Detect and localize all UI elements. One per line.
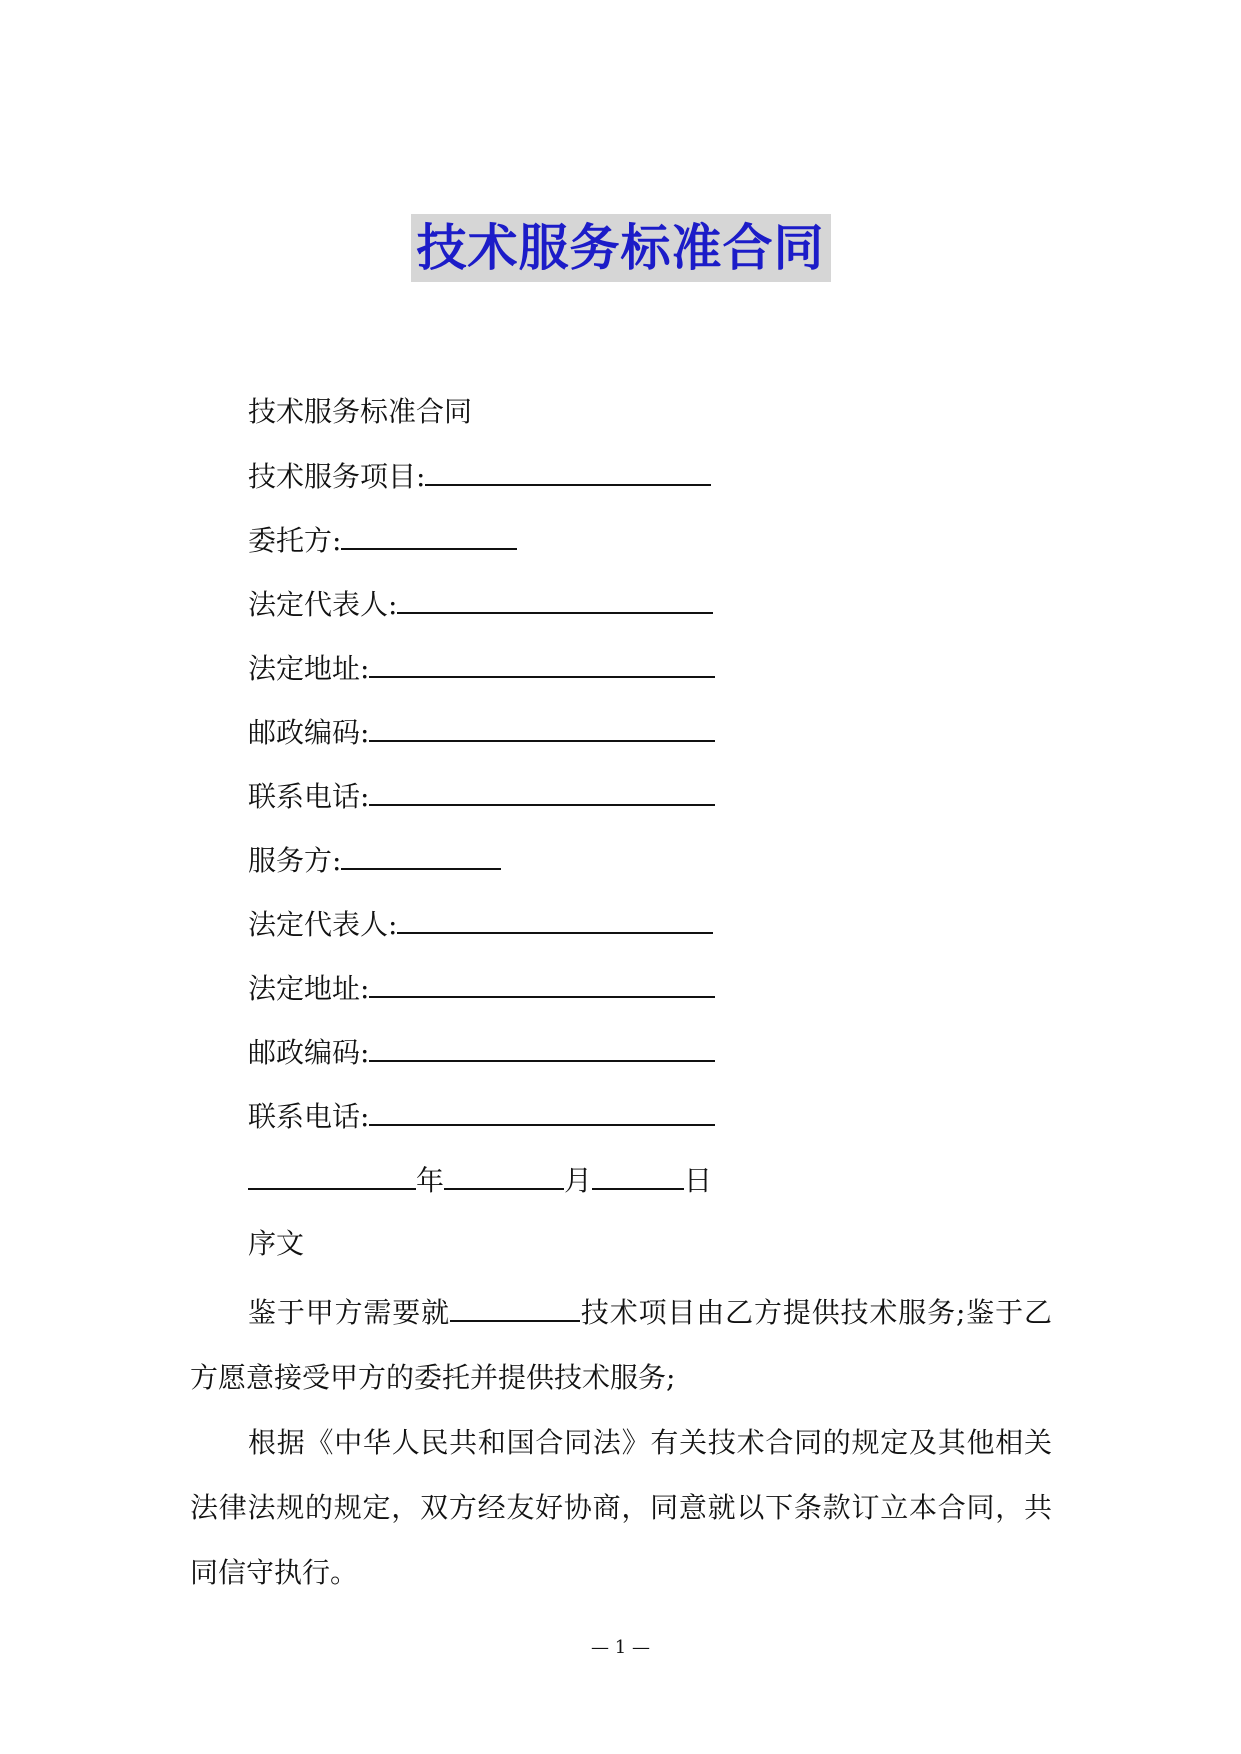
- blank-line: [341, 840, 501, 870]
- title-container: [0, 214, 1241, 282]
- document-title: 技术服务标准合同: [411, 214, 831, 282]
- blank-line: [397, 584, 713, 614]
- page-number: — 1 —: [591, 1637, 650, 1658]
- preface-heading: 序文: [248, 1227, 305, 1260]
- field-client-phone: [248, 776, 715, 817]
- field-label: 法定地址:: [248, 652, 370, 685]
- blank-line: [369, 776, 715, 806]
- field-label: 服务方:: [248, 844, 342, 877]
- blank-line: [369, 1032, 715, 1062]
- field-client-rep: [248, 584, 713, 625]
- field-label: 联系电话:: [248, 1100, 370, 1133]
- field-label: 邮政编码:: [248, 1036, 370, 1069]
- blank-line: [341, 520, 517, 550]
- field-client: [248, 520, 517, 561]
- field-label: 委托方:: [248, 524, 342, 557]
- field-provider: [248, 840, 501, 881]
- field-label: 邮政编码:: [248, 716, 370, 749]
- field-provider-postcode: [248, 1032, 715, 1073]
- field-label: 技术服务项目:: [248, 460, 426, 493]
- blank-line: [369, 712, 715, 742]
- preface-text-a: 鉴于甲方需要就: [248, 1296, 450, 1329]
- field-provider-rep: [248, 904, 713, 945]
- month-label: 月: [564, 1164, 593, 1197]
- blank-line: [425, 456, 711, 486]
- blank-line: [369, 968, 715, 998]
- date-line: [248, 1160, 712, 1201]
- field-client-postcode: [248, 712, 715, 753]
- field-label: 法定代表人:: [248, 908, 398, 941]
- day-label: 日: [684, 1164, 713, 1197]
- blank-line: [369, 648, 715, 678]
- blank-line: [397, 904, 713, 934]
- field-provider-address: [248, 968, 715, 1009]
- year-blank: [248, 1160, 416, 1190]
- subtitle: 技术服务标准合同: [248, 395, 473, 428]
- preface-text-b: 技术项目由乙方提供技术服务;鉴于乙方愿意接受甲方的委托并提供技术服务;: [190, 1296, 1052, 1394]
- field-label: 法定地址:: [248, 972, 370, 1005]
- preface-paragraph-1: [190, 1280, 1052, 1410]
- month-blank: [444, 1160, 564, 1190]
- field-label: 联系电话:: [248, 780, 370, 813]
- blank-line: [369, 1096, 715, 1126]
- field-label: 法定代表人:: [248, 588, 398, 621]
- day-blank: [592, 1160, 684, 1190]
- year-label: 年: [416, 1164, 445, 1197]
- field-service-project: [248, 456, 711, 497]
- preface-paragraph-2: 根据《中华人民共和国合同法》有关技术合同的规定及其他相关法律法规的规定，双方经友好协商，同意就以下条款订立本合同，共同信守执行。: [190, 1426, 1052, 1589]
- field-client-address: [248, 648, 715, 689]
- field-provider-phone: [248, 1096, 715, 1137]
- project-blank: [450, 1292, 580, 1322]
